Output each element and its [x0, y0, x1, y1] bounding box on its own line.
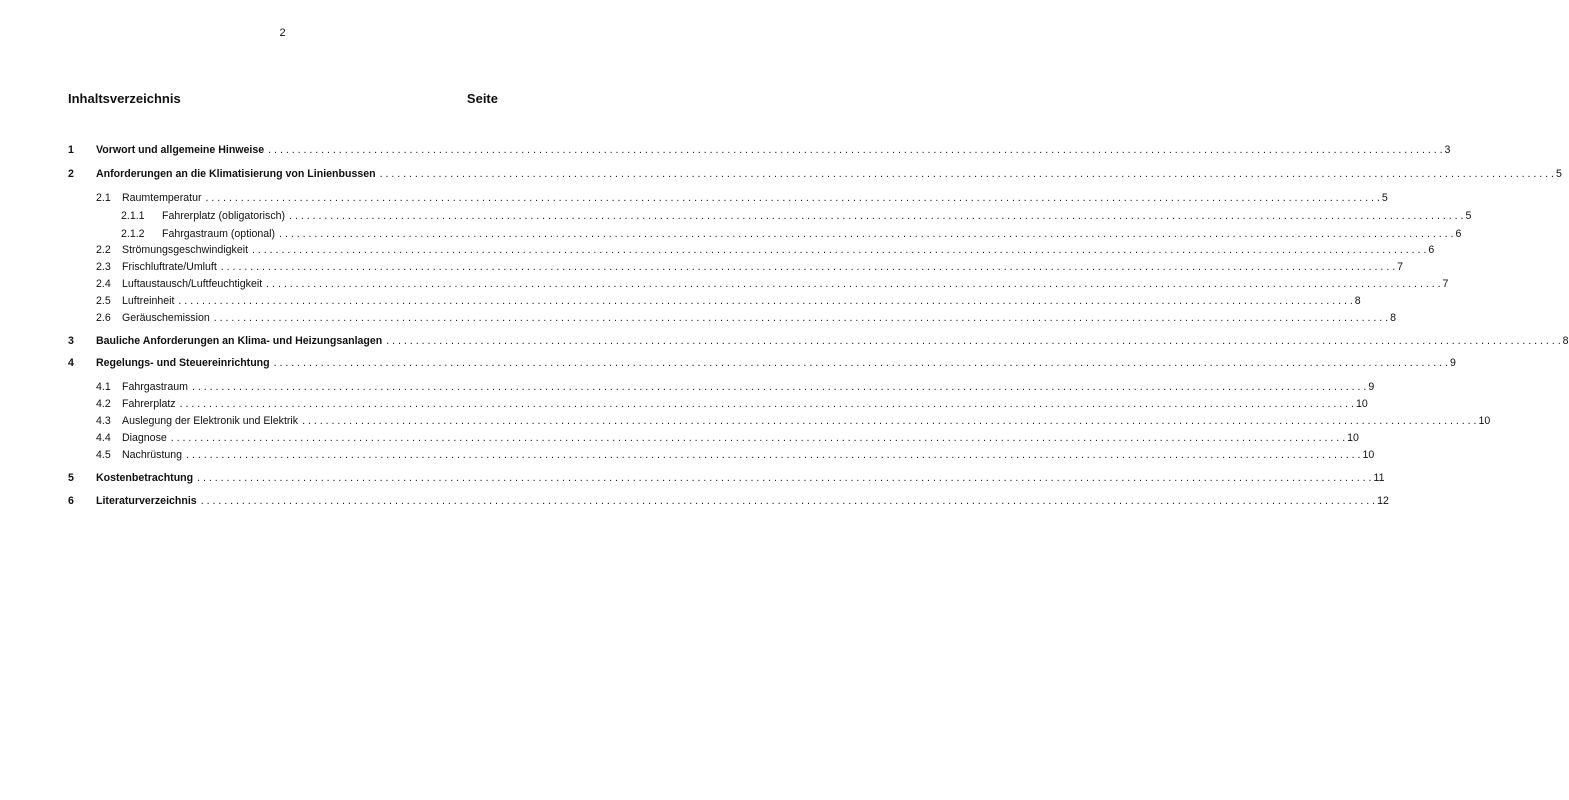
dot-leader: . . . . . . . . . . . . . . . . . . . . . . . . . . . . . . . . . . . . . . . . . . . . . . . . . . . . . . . . . . . . . . . . . . . . . . . . . . . . . . . . . . . . . . . . . . . . . . . . . . . . . . . . . . . . . . . . . . . . . . . . . . . . . . . . . . . . . . . . . . . . . . . . . . . . . . . . . . . . . . . . . . . . . . . . . . . . . . . . . . . . . . . . . . . . . . . . . . . . . . . .: [200, 495, 1376, 507]
toc-entry-title: Kostenbetrachtung: [96, 472, 194, 484]
toc-entry-page: 9: [1368, 381, 1375, 393]
toc-entry-page: 9: [1450, 357, 1456, 369]
toc-entry-page: 10: [1355, 398, 1368, 410]
toc-header: [68, 91, 498, 107]
dot-leader: . . . . . . . . . . . . . . . . . . . . . . . . . . . . . . . . . . . . . . . . . . . . . . . . . . . . . . . . . . . . . . . . . . . . . . . . . . . . . . . . . . . . . . . . . . . . . . . . . . . . . . . . . . . . . . . . . . . . . . . . . . . . . . . . . . . . . . . . . . . . . . . . . . . . . . . . . . . . . . . . . . . . . . . . . . . . . . . . . . . . . . . . . . . . . . . . . . . . . . . .: [379, 168, 1554, 180]
toc-entry-title: Geräuschemission: [122, 312, 210, 324]
toc-entry[interactable]: [0, 334, 1569, 348]
toc-entry-page: 12: [1377, 495, 1389, 507]
toc-entry-number: 4.4: [96, 432, 111, 444]
toc-entry-number: 1: [68, 144, 74, 156]
toc-entry-title: Luftaustausch/Luftfeuchtigkeit: [122, 278, 263, 290]
toc-entry-number: 4.3: [96, 415, 111, 427]
dot-leader: . . . . . . . . . . . . . . . . . . . . . . . . . . . . . . . . . . . . . . . . . . . . . . . . . . . . . . . . . . . . . . . . . . . . . . . . . . . . . . . . . . . . . . . . . . . . . . . . . . . . . . . . . . . . . . . . . . . . . . . . . . . . . . . . . . . . . . . . . . . . . . . . . . . . . . . . . . . . . . . . . . . . . . . . . . . . . . . . . . . . . . . . . . . . . . . . . . . . . . . .: [279, 228, 1454, 240]
toc-entry-number: 2.2: [96, 244, 111, 256]
toc-entry-page: 10: [1478, 415, 1491, 427]
toc-entry-title: Vorwort und allgemeine Hinweise: [96, 144, 265, 156]
toc-entry-title: Anforderungen an die Klimatisierung von Linienbussen: [96, 168, 376, 180]
toc-entry-title: Regelungs- und Steuereinrichtung: [96, 357, 270, 369]
toc-entry-title: Frischluftrate/Umluft: [122, 261, 217, 273]
dot-leader: . . . . . . . . . . . . . . . . . . . . . . . . . . . . . . . . . . . . . . . . . . . . . . . . . . . . . . . . . . . . . . . . . . . . . . . . . . . . . . . . . . . . . . . . . . . . . . . . . . . . . . . . . . . . . . . . . . . . . . . . . . . . . . . . . . . . . . . . . . . . . . . . . . . . . . . . . . . . . . . . . . . . . . . . . . . . . . . . . . . . . . . . . . . . . . . . . . . . . . . .: [268, 144, 1443, 156]
dot-leader: . . . . . . . . . . . . . . . . . . . . . . . . . . . . . . . . . . . . . . . . . . . . . . . . . . . . . . . . . . . . . . . . . . . . . . . . . . . . . . . . . . . . . . . . . . . . . . . . . . . . . . . . . . . . . . . . . . . . . . . . . . . . . . . . . . . . . . . . . . . . . . . . . . . . . . . . . . . . . . . . . . . . . . . . . . . . . . . . . . . . . . . . . . . . . . . . . . . . . . . .: [197, 472, 1372, 484]
dot-leader: . . . . . . . . . . . . . . . . . . . . . . . . . . . . . . . . . . . . . . . . . . . . . . . . . . . . . . . . . . . . . . . . . . . . . . . . . . . . . . . . . . . . . . . . . . . . . . . . . . . . . . . . . . . . . . . . . . . . . . . . . . . . . . . . . . . . . . . . . . . . . . . . . . . . . . . . . . . . . . . . . . . . . . . . . . . . . . . . . . . . . . . . . . . . . . . . . . . . . . . .: [273, 357, 1449, 369]
toc-entry-page: 8: [1390, 312, 1397, 324]
toc-entry-page: 5: [1381, 192, 1388, 204]
toc-entry-title: Fahrerplatz: [122, 398, 176, 410]
dot-leader: . . . . . . . . . . . . . . . . . . . . . . . . . . . . . . . . . . . . . . . . . . . . . . . . . . . . . . . . . . . . . . . . . . . . . . . . . . . . . . . . . . . . . . . . . . . . . . . . . . . . . . . . . . . . . . . . . . . . . . . . . . . . . . . . . . . . . . . . . . . . . . . . . . . . . . . . . . . . . . . . . . . . . . . . . . . . . . . . . . . . . . . . . . . . . . . . . . . . . . . .: [289, 210, 1464, 222]
toc-entry-number: 4.5: [96, 449, 111, 461]
toc-entry-page: 10: [1362, 449, 1375, 461]
dot-leader: . . . . . . . . . . . . . . . . . . . . . . . . . . . . . . . . . . . . . . . . . . . . . . . . . . . . . . . . . . . . . . . . . . . . . . . . . . . . . . . . . . . . . . . . . . . . . . . . . . . . . . . . . . . . . . . . . . . . . . . . . . . . . . . . . . . . . . . . . . . . . . . . . . . . . . . . . . . . . . . . . . . . . . . . . . . . . . . . . . . . . . . . . . . . . . . . . . . . . . . .: [179, 398, 1354, 410]
toc-entry-title: Raumtemperatur: [122, 192, 202, 204]
toc-entry-number: 2.4: [96, 278, 111, 290]
toc-entry-title: Literaturverzeichnis: [96, 495, 197, 507]
toc-entry-title: Diagnose: [122, 432, 167, 444]
toc-entry-number: 4.1: [96, 381, 111, 393]
dot-leader: . . . . . . . . . . . . . . . . . . . . . . . . . . . . . . . . . . . . . . . . . . . . . . . . . . . . . . . . . . . . . . . . . . . . . . . . . . . . . . . . . . . . . . . . . . . . . . . . . . . . . . . . . . . . . . . . . . . . . . . . . . . . . . . . . . . . . . . . . . . . . . . . . . . . . . . . . . . . . . . . . . . . . . . . . . . . . . . . . . . . . . . . . . . . . . . . . . . . . . . .: [252, 244, 1427, 256]
page-column-heading: Seite: [466, 91, 498, 106]
toc-entry[interactable]: [0, 243, 1435, 257]
toc-entry[interactable]: [0, 277, 1449, 291]
toc-entry-page: 7: [1397, 261, 1404, 273]
toc-entry[interactable]: [0, 414, 1491, 428]
toc-entry[interactable]: [0, 167, 1562, 181]
toc-entry-page: 7: [1442, 278, 1449, 290]
toc-entry-number: 5: [68, 472, 74, 484]
toc-entry[interactable]: [0, 191, 1388, 205]
dot-leader: . . . . . . . . . . . . . . . . . . . . . . . . . . . . . . . . . . . . . . . . . . . . . . . . . . . . . . . . . . . . . . . . . . . . . . . . . . . . . . . . . . . . . . . . . . . . . . . . . . . . . . . . . . . . . . . . . . . . . . . . . . . . . . . . . . . . . . . . . . . . . . . . . . . . . . . . . . . . . . . . . . . . . . . . . . . . . . . . . . . . . . . . . . . . . . . . . . . . . . . .: [186, 449, 1361, 461]
toc-entry-page: 6: [1428, 244, 1435, 256]
toc-entry-page: 8: [1562, 335, 1569, 347]
dot-leader: . . . . . . . . . . . . . . . . . . . . . . . . . . . . . . . . . . . . . . . . . . . . . . . . . . . . . . . . . . . . . . . . . . . . . . . . . . . . . . . . . . . . . . . . . . . . . . . . . . . . . . . . . . . . . . . . . . . . . . . . . . . . . . . . . . . . . . . . . . . . . . . . . . . . . . . . . . . . . . . . . . . . . . . . . . . . . . . . . . . . . . . . . . . . . . . . . . . . . . . .: [220, 261, 1396, 273]
toc-entry-title: Bauliche Anforderungen an Klima- und Heizungsanlagen: [96, 335, 383, 347]
page-number: 2: [279, 27, 286, 39]
toc-entry[interactable]: [0, 356, 1456, 370]
toc-entry-number: 6: [68, 495, 74, 507]
toc-entry-number: 2.1.2: [121, 228, 145, 240]
dot-leader: . . . . . . . . . . . . . . . . . . . . . . . . . . . . . . . . . . . . . . . . . . . . . . . . . . . . . . . . . . . . . . . . . . . . . . . . . . . . . . . . . . . . . . . . . . . . . . . . . . . . . . . . . . . . . . . . . . . . . . . . . . . . . . . . . . . . . . . . . . . . . . . . . . . . . . . . . . . . . . . . . . . . . . . . . . . . . . . . . . . . . . . . . . . . . . . . . . . . . . . .: [178, 295, 1353, 307]
toc-entry-number: 2.6: [96, 312, 111, 324]
dot-leader: . . . . . . . . . . . . . . . . . . . . . . . . . . . . . . . . . . . . . . . . . . . . . . . . . . . . . . . . . . . . . . . . . . . . . . . . . . . . . . . . . . . . . . . . . . . . . . . . . . . . . . . . . . . . . . . . . . . . . . . . . . . . . . . . . . . . . . . . . . . . . . . . . . . . . . . . . . . . . . . . . . . . . . . . . . . . . . . . . . . . . . . . . . . . . . . . . . . . . . . .: [302, 415, 1477, 427]
dot-leader: . . . . . . . . . . . . . . . . . . . . . . . . . . . . . . . . . . . . . . . . . . . . . . . . . . . . . . . . . . . . . . . . . . . . . . . . . . . . . . . . . . . . . . . . . . . . . . . . . . . . . . . . . . . . . . . . . . . . . . . . . . . . . . . . . . . . . . . . . . . . . . . . . . . . . . . . . . . . . . . . . . . . . . . . . . . . . . . . . . . . . . . . . . . . . . . . . . . . . . . .: [386, 335, 1561, 347]
toc-entry-number: 2.1.1: [121, 210, 145, 222]
toc-entry[interactable]: [0, 448, 1375, 462]
toc-entry[interactable]: [0, 380, 1375, 394]
toc-entry-page: 5: [1555, 168, 1562, 180]
dot-leader: . . . . . . . . . . . . . . . . . . . . . . . . . . . . . . . . . . . . . . . . . . . . . . . . . . . . . . . . . . . . . . . . . . . . . . . . . . . . . . . . . . . . . . . . . . . . . . . . . . . . . . . . . . . . . . . . . . . . . . . . . . . . . . . . . . . . . . . . . . . . . . . . . . . . . . . . . . . . . . . . . . . . . . . . . . . . . . . . . . . . . . . . . . . . . . . . . . . . . . . .: [266, 278, 1441, 290]
toc-entry-title: Fahrerplatz (obligatorisch): [162, 210, 286, 222]
toc-entry[interactable]: [0, 209, 1472, 223]
toc-entry[interactable]: [0, 260, 1404, 274]
toc-entry-page: 5: [1465, 210, 1472, 222]
toc-entry-number: 4: [68, 357, 74, 369]
toc-entry-page: 8: [1354, 295, 1361, 307]
toc-entry-number: 3: [68, 335, 74, 347]
toc-entry-title: Fahrgastraum (optional): [162, 228, 276, 240]
dot-leader: . . . . . . . . . . . . . . . . . . . . . . . . . . . . . . . . . . . . . . . . . . . . . . . . . . . . . . . . . . . . . . . . . . . . . . . . . . . . . . . . . . . . . . . . . . . . . . . . . . . . . . . . . . . . . . . . . . . . . . . . . . . . . . . . . . . . . . . . . . . . . . . . . . . . . . . . . . . . . . . . . . . . . . . . . . . . . . . . . . . . . . . . . . . . . . . . . . . . . . . .: [205, 192, 1380, 204]
toc-entry[interactable]: [0, 471, 1385, 485]
toc-entry-number: 4.2: [96, 398, 111, 410]
dot-leader: . . . . . . . . . . . . . . . . . . . . . . . . . . . . . . . . . . . . . . . . . . . . . . . . . . . . . . . . . . . . . . . . . . . . . . . . . . . . . . . . . . . . . . . . . . . . . . . . . . . . . . . . . . . . . . . . . . . . . . . . . . . . . . . . . . . . . . . . . . . . . . . . . . . . . . . . . . . . . . . . . . . . . . . . . . . . . . . . . . . . . . . . . . . . . . . . . . . . . . . .: [170, 432, 1346, 444]
toc-entry-title: Nachrüstung: [122, 449, 183, 461]
dot-leader: . . . . . . . . . . . . . . . . . . . . . . . . . . . . . . . . . . . . . . . . . . . . . . . . . . . . . . . . . . . . . . . . . . . . . . . . . . . . . . . . . . . . . . . . . . . . . . . . . . . . . . . . . . . . . . . . . . . . . . . . . . . . . . . . . . . . . . . . . . . . . . . . . . . . . . . . . . . . . . . . . . . . . . . . . . . . . . . . . . . . . . . . . . . . . . . . . . . . . . . .: [213, 312, 1389, 324]
toc-entry[interactable]: [0, 294, 1361, 308]
dot-leader: . . . . . . . . . . . . . . . . . . . . . . . . . . . . . . . . . . . . . . . . . . . . . . . . . . . . . . . . . . . . . . . . . . . . . . . . . . . . . . . . . . . . . . . . . . . . . . . . . . . . . . . . . . . . . . . . . . . . . . . . . . . . . . . . . . . . . . . . . . . . . . . . . . . . . . . . . . . . . . . . . . . . . . . . . . . . . . . . . . . . . . . . . . . . . . . . . . . . . . . .: [191, 381, 1367, 393]
toc-entry[interactable]: [0, 494, 1389, 508]
toc-entry-page: 10: [1347, 432, 1359, 444]
toc-entry-title: Luftreinheit: [122, 295, 175, 307]
toc-entry-title: Strömungsgeschwindigkeit: [122, 244, 249, 256]
toc-entry[interactable]: [0, 311, 1397, 325]
toc-entry-title: Fahrgastraum: [122, 381, 188, 393]
toc-entry-number: 2.1: [96, 192, 111, 204]
toc-entry-page: 11: [1373, 472, 1385, 484]
toc-entry[interactable]: [0, 143, 1451, 157]
toc-entry[interactable]: [0, 397, 1368, 411]
toc-entry-number: 2: [68, 168, 74, 180]
toc-entry-number: 2.3: [96, 261, 111, 273]
toc-entry-title: Auslegung der Elektronik und Elektrik: [122, 415, 299, 427]
toc-entry-page: 6: [1455, 228, 1462, 240]
toc-entry[interactable]: [0, 431, 1359, 445]
toc-heading: Inhaltsverzeichnis: [68, 91, 181, 106]
toc-entry-number: 2.5: [96, 295, 111, 307]
toc-entry[interactable]: [0, 227, 1462, 241]
toc-entry-page: 3: [1444, 144, 1451, 156]
